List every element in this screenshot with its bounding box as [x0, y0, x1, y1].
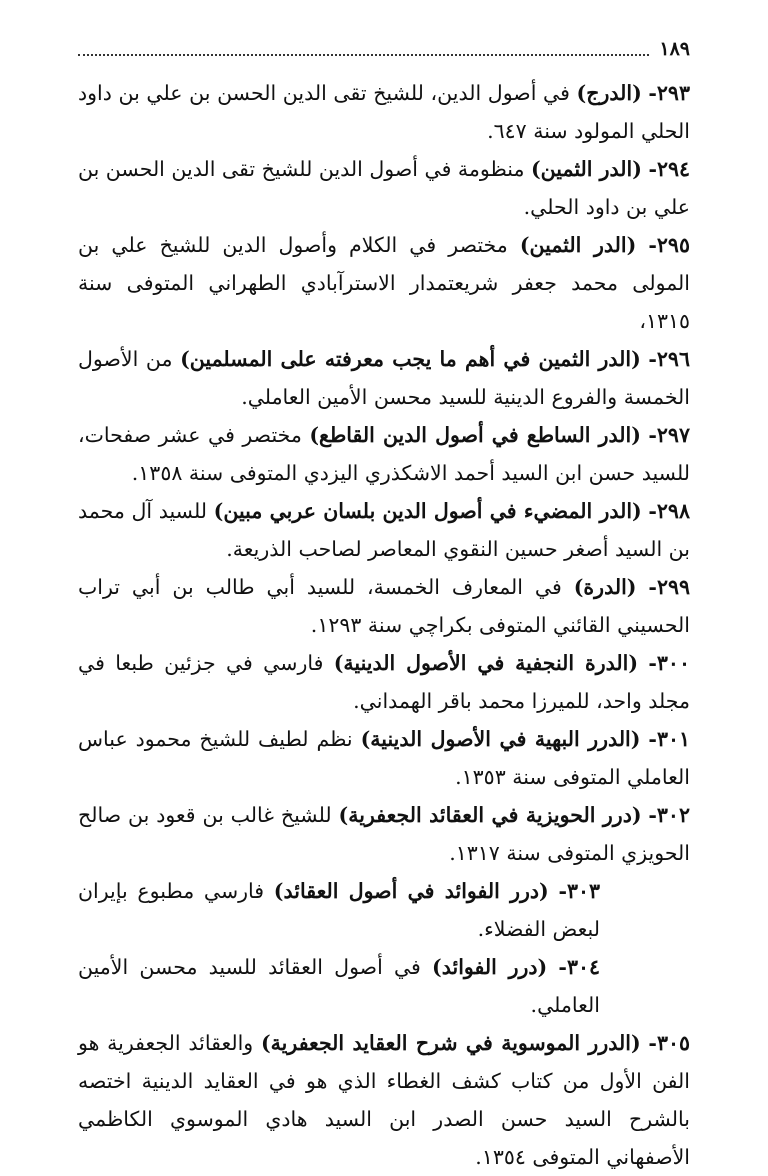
entry-title: (درر الفوائد في أصول العقائد): [273, 879, 549, 903]
entry-number: ٢٩٦-: [648, 347, 690, 371]
entry-title: (الدرة النجفية في الأصول الدينية): [333, 651, 639, 675]
entry-304: [78, 948, 690, 1024]
entry-title: (الدر الثمين): [530, 157, 642, 181]
entry-list: [78, 74, 690, 1176]
entry-298: [78, 492, 690, 568]
entry-297: [78, 416, 690, 492]
header-dotted-rule: [78, 54, 649, 56]
entry-number: ٣٠١-: [648, 727, 690, 751]
entry-number: ٢٩٣-: [648, 81, 690, 105]
entry-296: [78, 340, 690, 416]
entry-number: ٣٠٢-: [648, 803, 690, 827]
entry-number: ٣٠٤-: [558, 955, 600, 979]
entry-text: نظم لطيف للشيخ محمود عباس العاملي المتوفى سنة ١٣٥٣.: [78, 727, 690, 789]
entry-title: (الدر الساطع في أصول الدين القاطع): [309, 423, 641, 447]
entry-text: مختصر في الكلام وأصول الدين للشيخ علي بن المولى محمد جعفر شريعتمدار الاسترآبادي الطهراني المتوفى سنة ١٣١٥،: [78, 233, 690, 333]
entry-text: من الأصول الخمسة والفروع الدينية للسيد محسن الأمين العاملي.: [78, 347, 690, 409]
entry-305: [78, 1024, 690, 1176]
entry-text: فارسي مطبوع بإيران لبعض الفضلاء.: [78, 879, 600, 941]
entry-301: [78, 720, 690, 796]
entry-299: [78, 568, 690, 644]
entry-number: ٢٩٥-: [648, 233, 690, 257]
entry-text: للسيد آل محمد بن السيد أصغر حسين النقوي المعاصر لصاحب الذريعة.: [78, 499, 690, 561]
entry-text: فارسي في جزئين طبعا في مجلد واحد، للميرزا محمد باقر الهمداني.: [78, 651, 690, 713]
entry-303: [78, 872, 690, 948]
entry-text: في أصول العقائد للسيد محسن الأمين العاملي.: [78, 955, 600, 1017]
entry-text: للشيخ غالب بن قعود بن صالح الحويزي المتوفى سنة ١٣١٧.: [78, 803, 690, 865]
entry-title: (درر الحويزية في العقائد الجعفرية): [338, 803, 642, 827]
entry-number: ٢٩٧-: [648, 423, 690, 447]
entry-text: مختصر في عشر صفحات، للسيد حسن ابن السيد أحمد الاشكذري اليزدي المتوفى سنة ١٣٥٨.: [78, 423, 690, 485]
entry-text: في أصول الدين، للشيخ تقى الدين الحسن بن علي بن داود الحلي المولود سنة ٦٤٧.: [78, 81, 690, 143]
entry-300: [78, 644, 690, 720]
entry-number: ٣٠٣-: [558, 879, 600, 903]
entry-title: (الدرة): [573, 575, 637, 599]
entry-title: (الدر الثمين في أهم ما يجب معرفته على المسلمين): [180, 347, 641, 371]
page-number: ١٨٩: [659, 38, 690, 60]
entry-title: (درر الفوائد): [432, 955, 548, 979]
entry-title: (الدرر الموسوية في شرح العقايد الجعفرية): [260, 1031, 641, 1055]
entry-title: (الدرج): [576, 81, 642, 105]
entry-number: ٣٠٥-: [648, 1031, 690, 1055]
entry-number: ٣٠٠-: [648, 651, 690, 675]
entry-295: [78, 226, 690, 340]
entry-title: (الدر الثمين): [519, 233, 637, 257]
entry-title: (الدر المضيء في أصول الدين بلسان عربي مبين): [213, 499, 642, 523]
entry-number: ٢٩٩-: [648, 575, 690, 599]
entry-number: ٢٩٨-: [648, 499, 690, 523]
entry-294: [78, 150, 690, 226]
entry-293: [78, 74, 690, 150]
page-header: [78, 30, 690, 60]
entry-text: والعقائد الجعفرية هو الفن الأول من كتاب كشف الغطاء الذي هو في العقايد الدينية اختصه بالشرح السيد حسن الصدر ابن السيد هادي الموسوي الكاظمي الأصفهاني المتوفى ١٣٥٤.: [78, 1031, 690, 1169]
entry-number: ٢٩٤-: [648, 157, 690, 181]
entry-text: في المعارف الخمسة، للسيد أبي طالب بن أبي تراب الحسيني القائني المتوفى بكراچي سنة ١٢٩٣.: [78, 575, 690, 637]
entry-text: منظومة في أصول الدين للشيخ تقى الدين الحسن بن علي بن داود الحلي.: [77, 157, 690, 219]
entry-title: (الدرر البهية في الأصول الدينية): [360, 727, 641, 751]
entry-302: [78, 796, 690, 872]
